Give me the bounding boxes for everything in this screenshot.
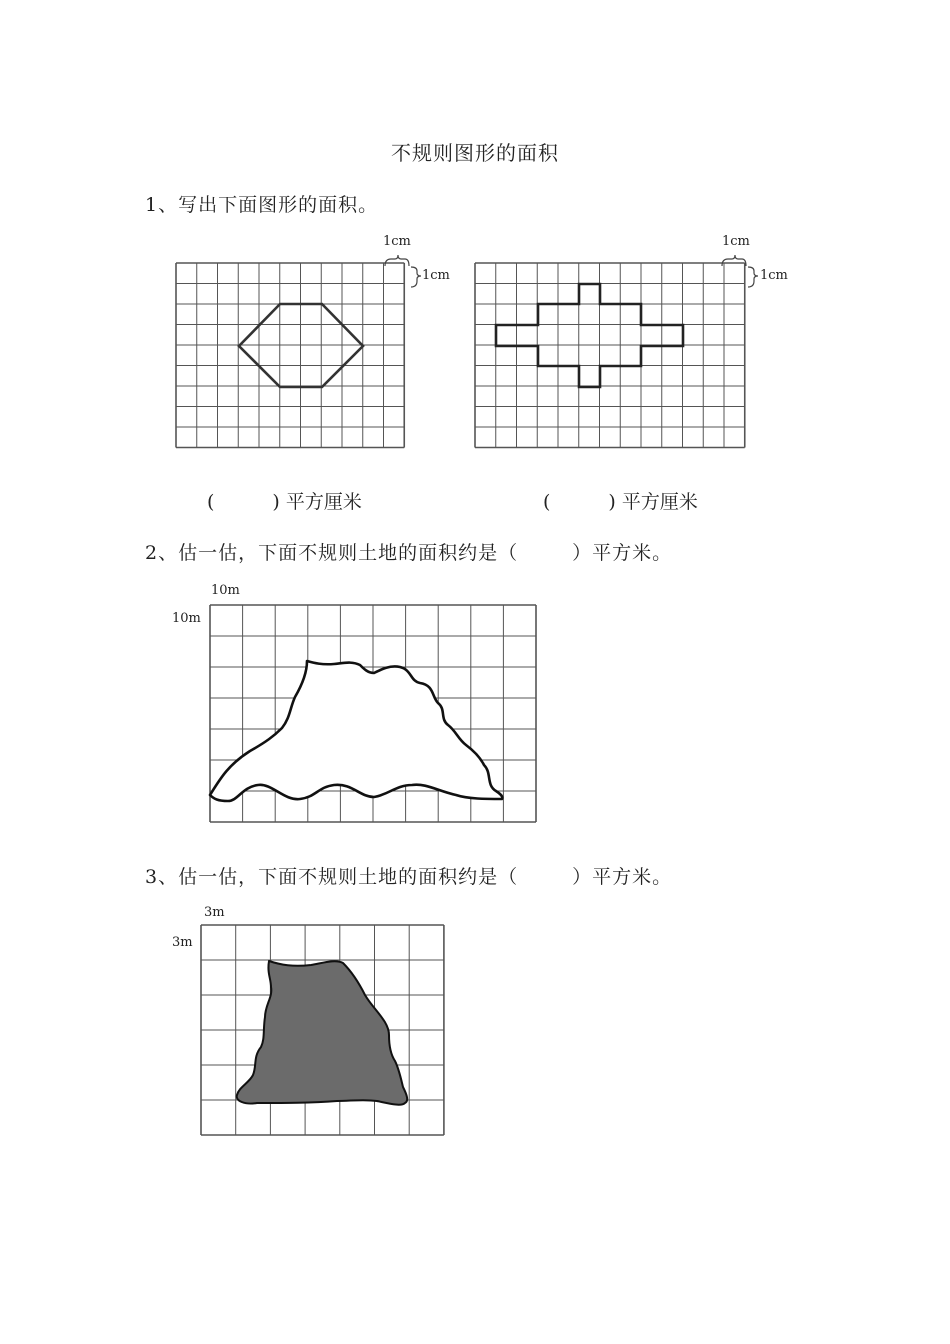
unit-label-top: 1cm: [383, 234, 411, 249]
grid-hexagon-figure: [172, 236, 462, 456]
scale-label-top: 3m: [204, 905, 225, 920]
question-1-prompt: 1、写出下面图形的面积。: [145, 194, 379, 216]
question-3-prompt: 3、估一估，下面不规则土地的面积约是（ ）平方米。: [145, 866, 673, 888]
unit-brace-side: [748, 267, 758, 287]
grid-lines: [176, 263, 404, 448]
question-2-prompt: 2、估一估，下面不规则土地的面积约是（ ）平方米。: [145, 542, 673, 564]
answer-blank-2[interactable]: ( ) 平方厘米: [543, 491, 698, 513]
unit-brace-top: [722, 255, 746, 266]
scale-label-side: 10m: [172, 611, 201, 626]
irregular-land-outline: [210, 661, 502, 801]
answer-blank-1[interactable]: ( ) 平方厘米: [207, 491, 362, 513]
unit-label-side: 1cm: [422, 268, 450, 283]
unit-label-top: 1cm: [722, 234, 750, 249]
grid-lines: [475, 263, 745, 448]
scale-label-top: 10m: [211, 583, 240, 598]
grid-land-figure-2: [201, 925, 447, 1139]
unit-brace-side: [411, 267, 421, 287]
scale-label-side: 3m: [172, 935, 193, 950]
grid-land-figure-1: [210, 605, 540, 827]
unit-label-side: 1cm: [760, 268, 788, 283]
grid-cross-figure: [471, 236, 761, 456]
irregular-land-filled: [237, 961, 407, 1105]
cross-shape: [496, 284, 683, 387]
page-title: 不规则图形的面积: [391, 141, 559, 165]
unit-brace-top: [385, 255, 409, 266]
